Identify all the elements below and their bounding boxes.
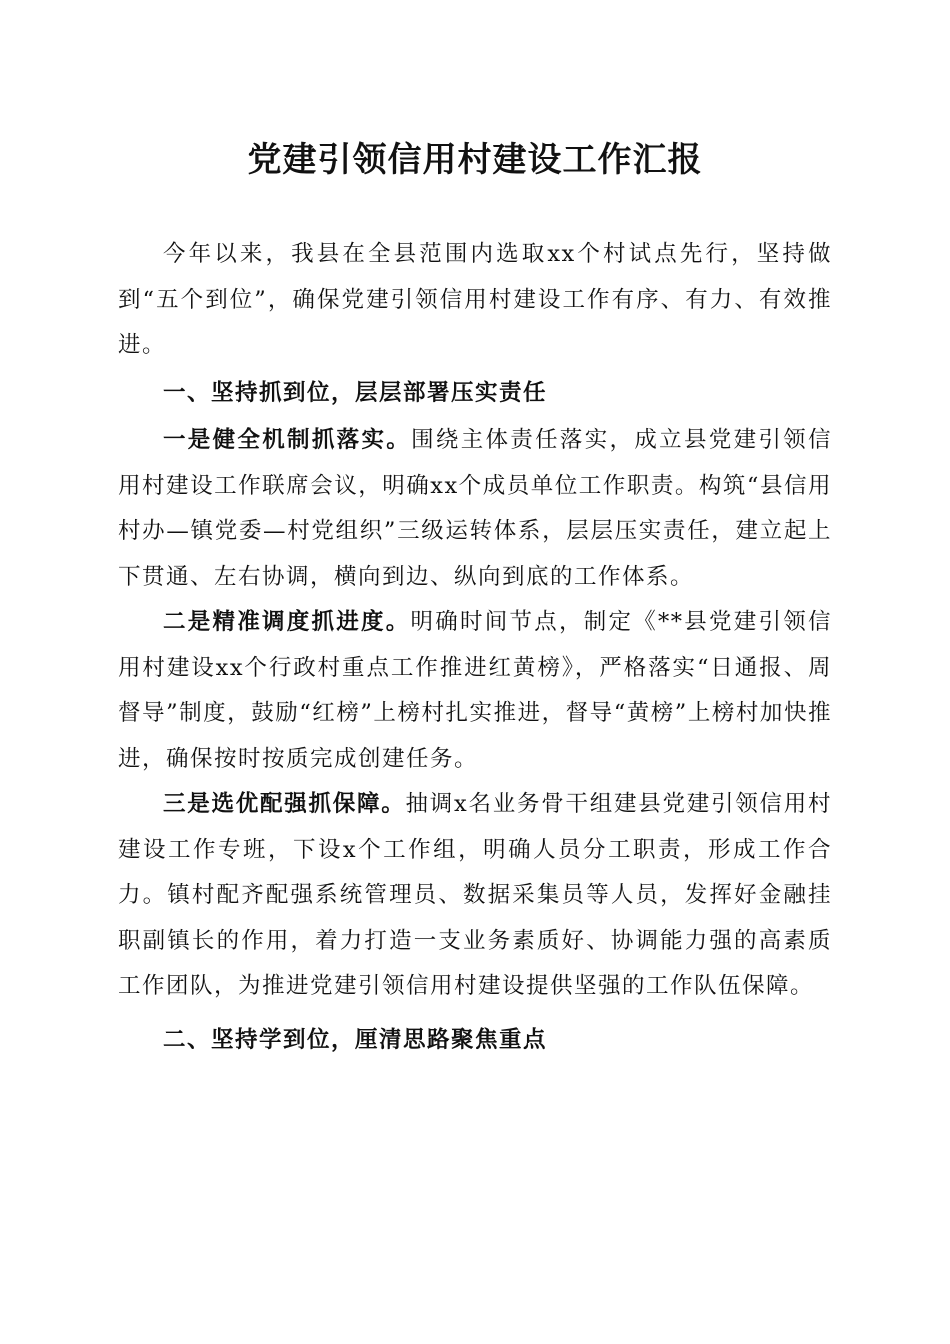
item-2-lead: 二是精准调度抓进度。 bbox=[163, 609, 411, 635]
intro-paragraph: 今年以来，我县在全县范围内选取xx个村试点先行，坚持做到“五个到位”，确保党建引领信用村建设工作有序、有力、有效推进。 bbox=[118, 241, 832, 358]
document-body bbox=[118, 232, 832, 1063]
section-1-item-1 bbox=[118, 418, 832, 600]
section-1-item-3 bbox=[118, 782, 832, 1010]
item-3-text: 抽调x名业务骨干组建县党建引领信用村建设工作专班，下设x个工作组，明确人员分工职责，形成工作合力。镇村配齐配强系统管理员、数据采集员等人员，发挥好金融挂职副镇长的作用，着力打造一支业务素质好、协调能力强的高素质工作团队，为推进党建引领信用村建设提供坚强的工作队伍保障。 bbox=[118, 791, 832, 999]
item-1-lead: 一是健全机制抓落实。 bbox=[163, 427, 412, 453]
item-2-text: 明确时间节点，制定《**县党建引领信用村建设xx个行政村重点工作推进红黄榜》，严格落实“日通报、周督导”制度，鼓励“红榜”上榜村扎实推进，督导“黄榜”上榜村加快推进，确保按时按质完成创建任务。 bbox=[118, 609, 832, 772]
item-3-lead: 三是选优配强抓保障。 bbox=[163, 791, 406, 817]
section-1-item-2 bbox=[118, 600, 832, 782]
section-1-heading: 一、坚持抓到位，层层部署压实责任 bbox=[163, 379, 548, 406]
item-1-text: 围绕主体责任落实，成立县党建引领信用村建设工作联席会议，明确xx个成员单位工作职责。构筑“县信用村办—镇党委—村党组织”三级运转体系，层层压实责任，建立起上下贯通、左右协调，横向到边、纵向到底的工作体系。 bbox=[118, 427, 832, 590]
section-2-heading: 二、坚持学到位，厘清思路聚焦重点 bbox=[163, 1026, 548, 1053]
document-title: 党建引领信用村建设工作汇报 bbox=[247, 140, 703, 180]
